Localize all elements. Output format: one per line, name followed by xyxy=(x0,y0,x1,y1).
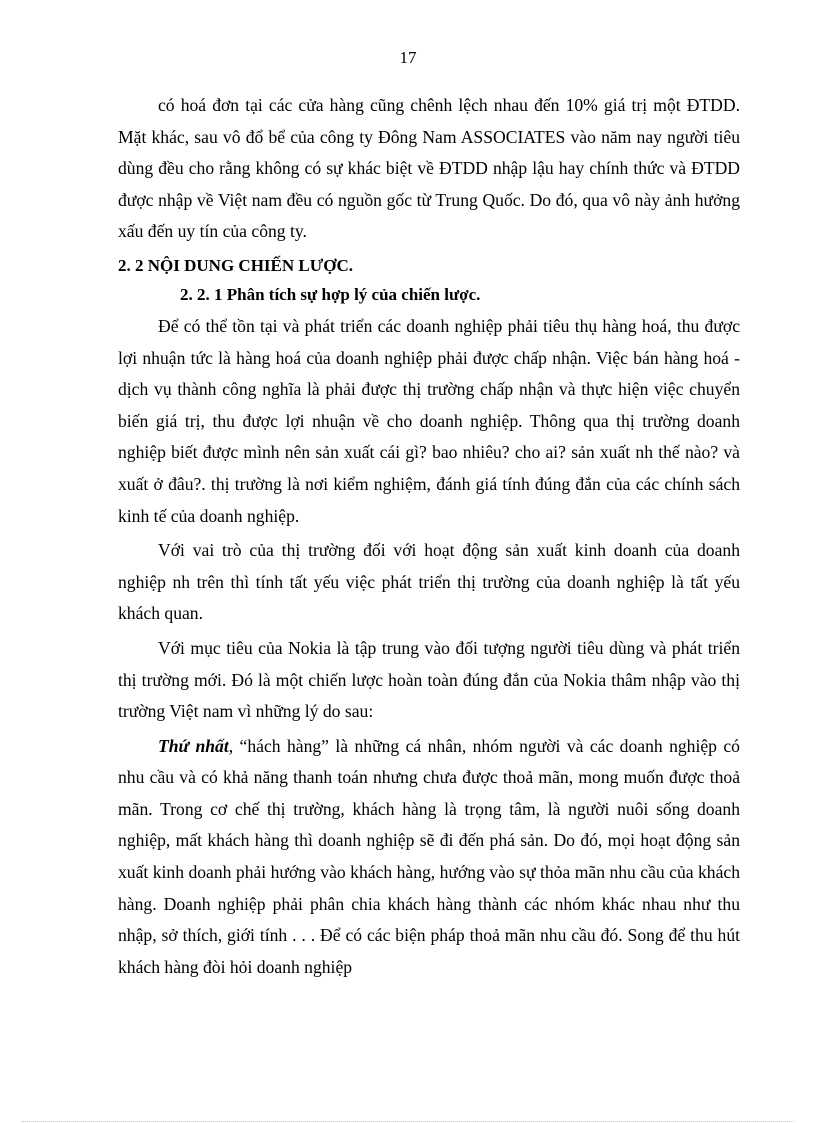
section-heading: 2. 2 NỘI DUNG CHIẾN LƯỢC. xyxy=(118,255,354,275)
page-number: 17 xyxy=(399,48,417,67)
paragraph-5-text: , “hách hàng” là những cá nhân, nhóm người và các doanh nghiệp có nhu cầu và có khả năng thanh toán nhưng chưa được thoả mãn, mong muốn được thoả mãn. Trong cơ chế thị trường, khách hàng là trọng tâm, là người nuôi sống doanh nghiệp, mất khách hàng thì doanh nghiệp sẽ đi đến phá sản. Do đó, mọi hoạt động sản xuất kinh doanh phải hướng vào khách hàng, hướng vào sự thỏa mãn nhu cầu của khách hàng. Doanh nghiệp phải phân chia khách hàng thành các nhóm khác nhau như thu nhập, sở thích, giới tính . . . Để có các biện pháp thoả mãn nhu cầu đó. Song để thu hút khách hàng đòi hỏi doanh nghiệp xyxy=(118,735,740,977)
paragraph-5 xyxy=(118,731,740,984)
page-bottom-divider xyxy=(22,1121,794,1122)
paragraph-5-lead-term: Thứ nhất xyxy=(158,735,229,756)
paragraph-3: Với vai trò của thị trường đối với hoạt động sản xuất kinh doanh của doanh nghiệp nh trên thì tính tất yếu việc phát triển thị trường của doanh nghiệp là tất yếu khách quan. xyxy=(118,540,740,624)
document-body xyxy=(118,90,740,986)
subsection-heading: 2. 2. 1 Phân tích sự hợp lý của chiến lược. xyxy=(180,284,481,304)
paragraph-1: có hoá đơn tại các cửa hàng cũng chênh lệch nhau đến 10% giá trị một ĐTDD. Mặt khác, sau vô đổ bể của công ty Đông Nam ASSOCIATES vào năm nay người tiêu dùng đều cho rằng không có sự khác biệt về ĐTDD nhập lậu hay chính thức và ĐTDD được nhập về Việt nam đều có nguồn gốc từ Trung Quốc. Do đó, qua vô này ảnh hưởng xấu đến uy tín của công ty. xyxy=(118,95,740,242)
paragraph-2: Để có thể tồn tại và phát triển các doanh nghiệp phải tiêu thụ hàng hoá, thu được lợi nhuận tức là hàng hoá của doanh nghiệp phải được chấp nhận. Việc bán hàng hoá - dịch vụ thành công nghĩa là phải được thị trường chấp nhận và thực hiện việc chuyển biến giá trị, thu được lợi nhuận về cho doanh nghiệp. Thông qua thị trường doanh nghiệp biết được mình nên sản xuất cái gì? bao nhiêu? cho ai? sản xuất nh thế nào? và xuất ở đâu?. thị trường là nơi kiểm nghiệm, đánh giá tính đúng đắn của các chính sách kinh tế của doanh nghiệp. xyxy=(118,315,740,526)
paragraph-4: Với mục tiêu của Nokia là tập trung vào đối tượng người tiêu dùng và phát triển thị trường mới. Đó là một chiến lược hoàn toàn đúng đắn của Nokia thâm nhập vào thị trường Việt nam vì những lý do sau: xyxy=(118,637,740,722)
